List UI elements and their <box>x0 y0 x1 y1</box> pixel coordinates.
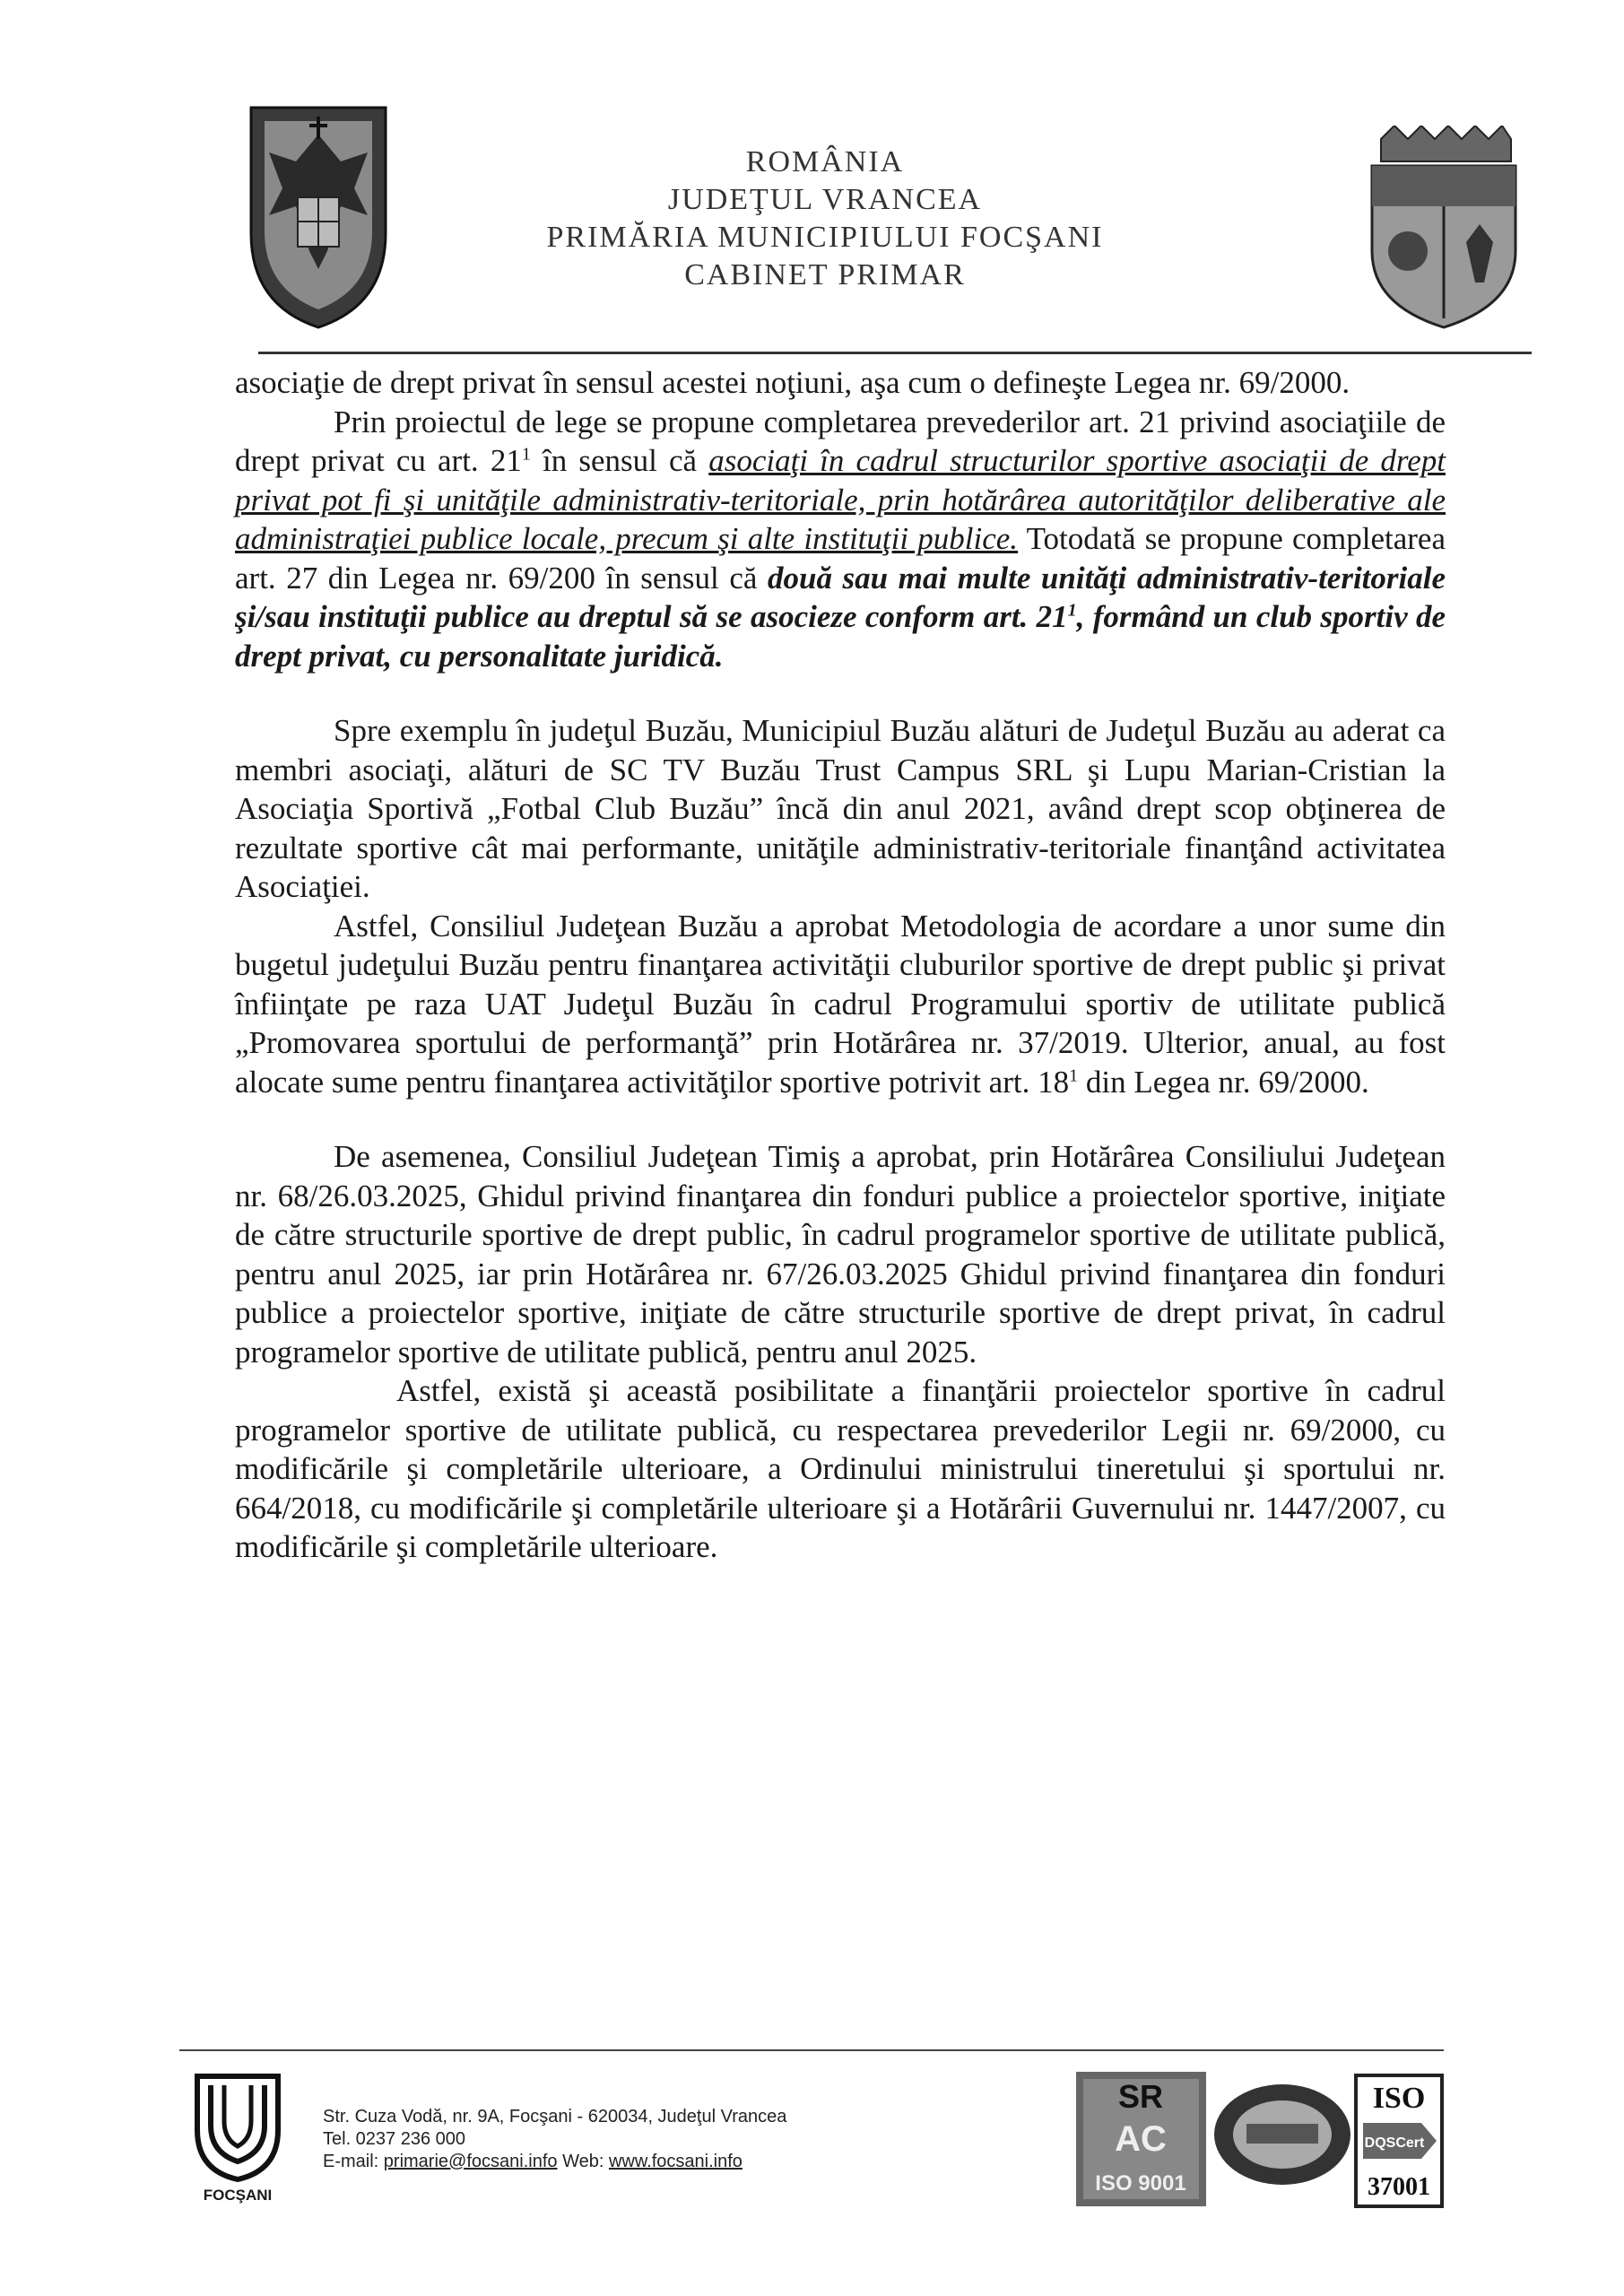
cert-dqs-text: DQSCert <box>1364 2135 1425 2151</box>
header-divider <box>258 352 1532 354</box>
paragraph-3: Spre exemplu în judeţul Buzău, Municipiul Buzău alături de Judeţul Buzău au aderat ca membri asociaţi, alături de SC TV Buzău Trust Campus SRL şi Lupu Marian-Cristian la Asociaţia Sportivă „Fotbal Club Buzău” încă din anul 2021, având drept scop obţinerea de rezultate sportive cât mai performante, unităţile administrativ-teritoriale finanţând activitatea Asociaţiei. <box>235 713 1446 904</box>
iqnet-certification-icon <box>1211 2081 1354 2188</box>
header-county: JUDEŢUL VRANCEA <box>667 183 983 216</box>
paragraph-2-text-b: în sensul că <box>530 443 709 478</box>
iso-37001-certification-icon <box>1354 2074 1444 2208</box>
paragraph-4-text-b: din Legea nr. 69/2000. <box>1078 1064 1369 1100</box>
paragraph-2-sup: 1 <box>521 444 531 465</box>
focsani-logo-icon <box>184 2067 291 2184</box>
cert-iso9001-text: ISO 9001 <box>1095 2171 1186 2196</box>
paragraph-4 <box>235 907 1446 1102</box>
header-country: ROMÂNIA <box>745 145 905 178</box>
paragraph-2-bold-sup: 1 <box>1067 600 1077 621</box>
footer-email-link[interactable]: primarie@focsani.info <box>383 2152 558 2171</box>
paragraph-2-text-c: Totodată se propune completarea art. 27 din Legea nr. 69/200 în sensul că <box>235 521 1446 596</box>
paragraph-6: Astfel, există şi această posibilitate a finanţării proiectelor sportive în cadrul programelor sportive de utilitate publică, cu respectarea prevederilor Legii nr. 69/2000, cu modificările şi completările ulterioare, a Ordinului ministrului tineretului şi sportului nr. 664/2018, cu modificările şi completările ulterioare şi a Hotărârii Guvernului nr. 1447/2007, cu modificările şi completările ulterioare. <box>235 1373 1446 1564</box>
footer-web-link[interactable]: www.focsani.info <box>608 2152 743 2171</box>
paragraph-5: De asemenea, Consiliul Judeţean Timiş a aprobat, prin Hotărârea Consiliului Judeţean nr. 68/26.03.2025, Ghidul privind finanţarea din fonduri publice a proiectelor sportive, iniţiate de către structurile sportive de drept public, în cadrul programelor sportive de utilitate publică, pentru anul 2025, iar prin Hotărârea nr. 67/26.03.2025 Ghidul privind finanţarea din fonduri publice a proiectelor sportive, iniţiate de către structurile sportive de drept privat, în cadrul programelor sportive de utilitate publică, pentru anul 2025. <box>235 1139 1446 1370</box>
footer-email-label: E-mail: <box>323 2152 384 2171</box>
footer-address: Str. Cuza Vodă, nr. 9A, Focşani - 620034, Judeţul Vrancea <box>323 2107 787 2126</box>
cert-sr-text: SR <box>1117 2078 1164 2115</box>
paragraph-2-text-a: Prin proiectul de lege se propune completarea prevederilor art. 21 privind asociaţiile de drept privat cu art. 21 <box>235 404 1446 478</box>
sr-ac-certification-icon <box>1076 2072 1206 2206</box>
footer-web-label: Web: <box>557 2152 609 2171</box>
focsani-coat-of-arms-icon <box>1363 126 1524 332</box>
header-title-block <box>502 144 1148 294</box>
letter-body <box>235 363 1446 1567</box>
paragraph-4-text-a: Astfel, Consiliul Judeţean Buzău a aprobat Metodologia de acordare a unor sume din bugetul judeţului Buzău pentru finanţarea activităţii cluburilor sportive de drept public şi privat înfiinţate pe raza UAT Judeţul Buzău în cadrul Programului sportiv de utilitate publică „Promovarea sportului de performanţă” prin Hotărârea nr. 37/2019. Ulterior, anual, au fost alocate sume pentru finanţarea activităţilor sportive potrivit art. 18 <box>235 908 1446 1100</box>
paragraph-2-bold-b: , formând un club sportiv de drept privat, cu personalitate juridică. <box>235 599 1446 674</box>
paragraph-1: asociaţie de drept privat în sensul acestei noţiuni, aşa cum o defineşte Legea nr. 69/2000. <box>235 365 1350 400</box>
footer-logo-label: FOCŞANI <box>203 2187 273 2204</box>
cert-ac-text: AC <box>1115 2119 1167 2159</box>
romania-coat-of-arms-icon <box>242 99 395 332</box>
paragraph-2 <box>235 403 1446 676</box>
cert-iso-text: ISO <box>1372 2082 1426 2115</box>
cert-37001-text: 37001 <box>1368 2173 1430 2201</box>
header-city-hall: PRIMĂRIA MUNICIPIULUI FOCŞANI <box>546 221 1104 254</box>
paragraph-4-sup: 1 <box>1069 1065 1079 1085</box>
header-office: CABINET PRIMAR <box>684 258 966 291</box>
letterhead <box>242 99 1524 359</box>
footer-email-web <box>323 2151 968 2173</box>
footer-phone: Tel. 0237 236 000 <box>323 2129 466 2149</box>
paragraph-2-bold-a: două sau mai multe unităţi administrativ-teritoriale şi/sau instituţii publice au dreptul să se asocieze conform art. 21 <box>235 560 1446 634</box>
paragraph-2-underlined: asociaţi în cadrul structurilor sportive asociaţii de drept privat pot fi şi unităţile administrativ-teritoriale, prin hotărârea autorităţilor deliberative ale administraţiei publice locale, precum şi alte instituţii publice. <box>235 443 1446 556</box>
footer-contact <box>323 2106 968 2173</box>
footer-divider <box>179 2049 1444 2051</box>
